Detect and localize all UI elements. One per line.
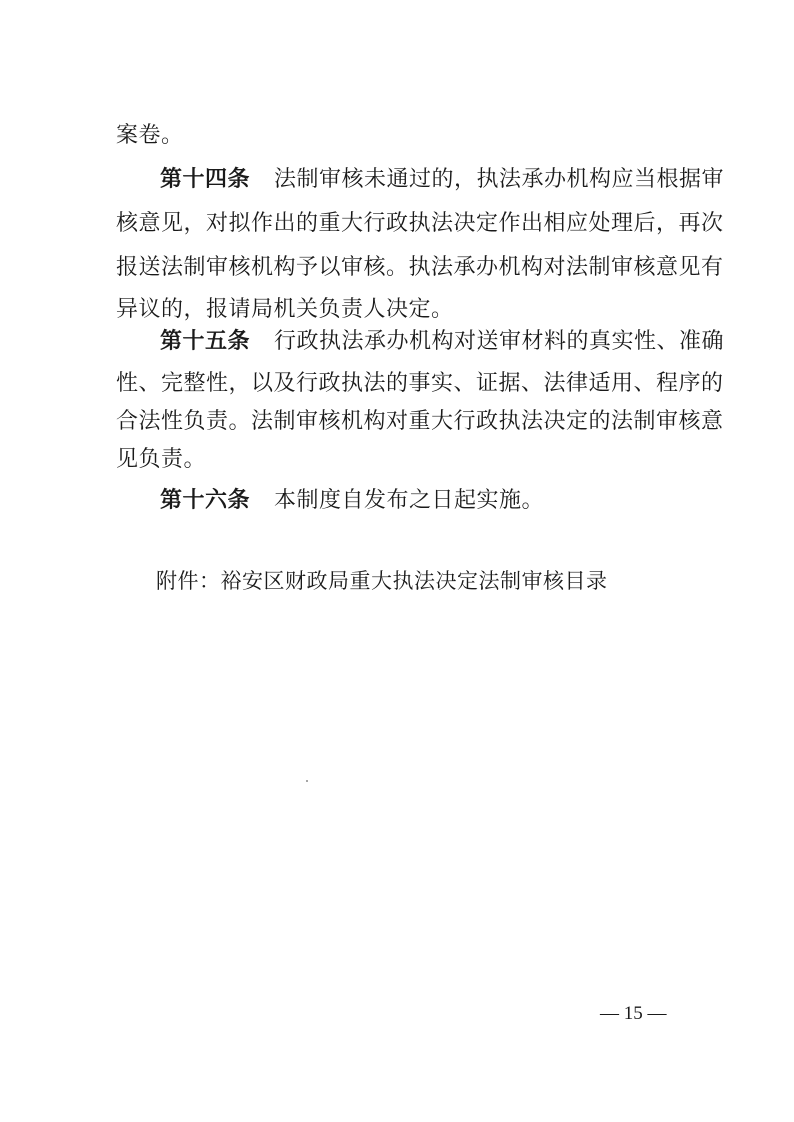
line-text: 法制审核未通过的，执法承办机构应当根据审 [274,167,725,192]
article-number: 第十四条 [160,167,251,192]
paragraph-line [116,210,724,238]
paragraph-line [116,446,206,474]
page-number: — 15 — [600,1003,667,1024]
article-number: 第十六条 [160,488,251,513]
line-text: 行政执法承办机构对送审材料的真实性、准确 [274,329,725,354]
article-16-heading-line [160,487,544,515]
line-text: 核意见，对拟作出的重大行政执法决定作出相应处理后，再次 [116,211,724,236]
line-text: 合法性负责。法制审核机构对重大行政执法决定的法制审核意 [116,409,724,434]
paragraph-line [116,296,454,324]
line-text: 本制度自发布之日起实施。 [274,488,545,513]
attachment-note: 附件：裕安区财政局重大执法决定法制审核目录 [156,569,608,593]
scan-speck [306,780,308,782]
line-text: 报送法制审核机构予以审核。执法承办机构对法制审核意见有 [116,255,724,280]
article-14-heading-line [160,166,724,194]
line-text: 性、完整性，以及行政执法的事实、证据、法律适用、程序的 [116,371,724,396]
paragraph-line [116,370,724,398]
article-number: 第十五条 [160,329,251,354]
paragraph-line [116,408,724,436]
line-text: 异议的，报请局机关负责人决定。 [116,297,454,322]
line-text: 见负责。 [116,447,207,472]
paragraph-line [116,254,724,282]
paragraph-line [116,122,184,150]
line-text: 案卷。 [116,123,184,148]
article-15-heading-line [160,328,724,356]
